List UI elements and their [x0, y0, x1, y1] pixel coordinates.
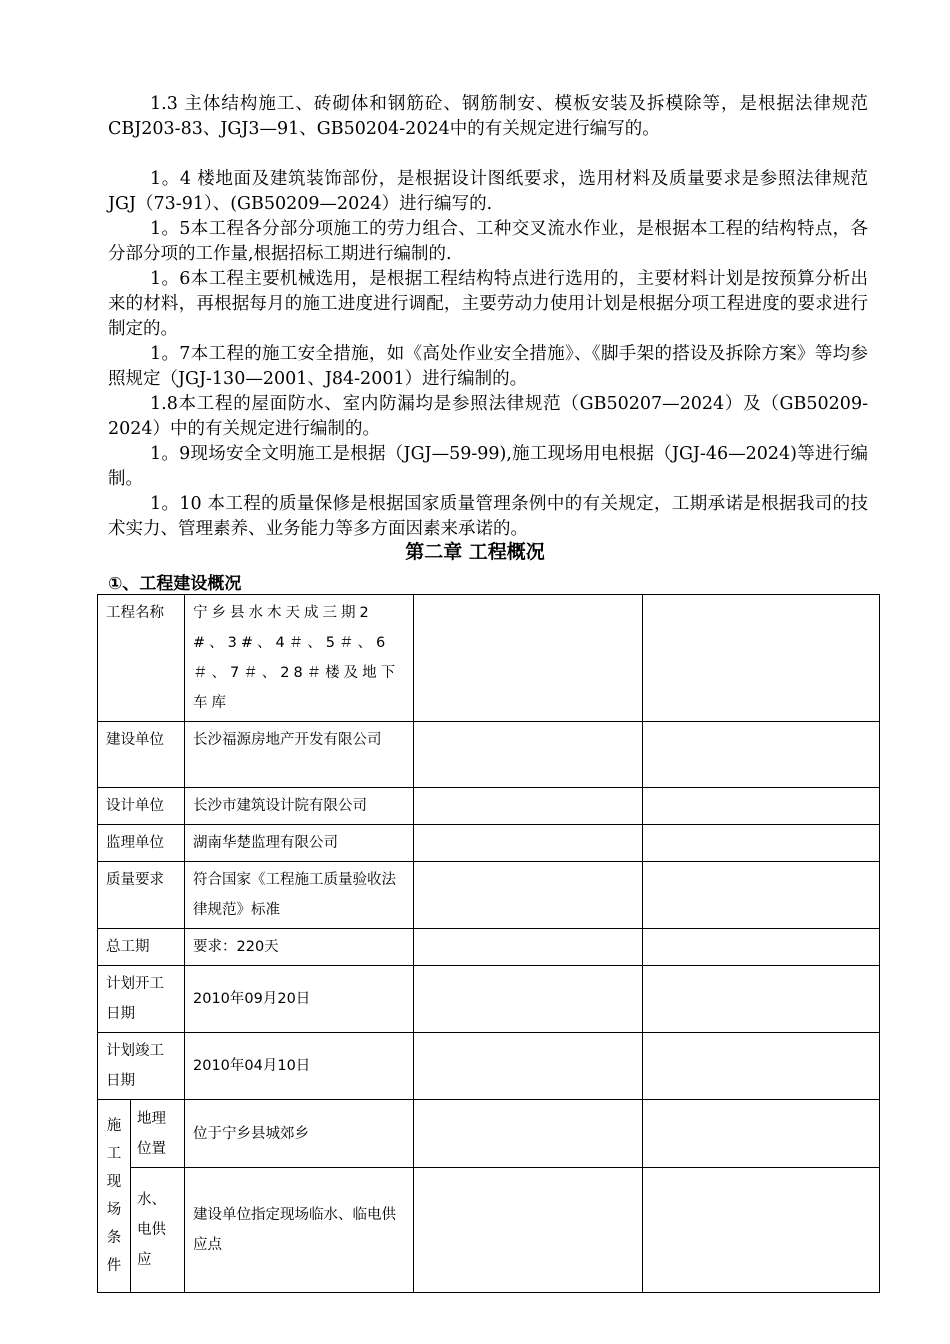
- empty-cell: [643, 722, 880, 788]
- row-value: 长沙福源房地产开发有限公司: [185, 722, 414, 788]
- table-row: [98, 1033, 880, 1100]
- empty-cell: [643, 788, 880, 825]
- empty-cell: [414, 595, 643, 722]
- row-label: 监理单位: [98, 825, 185, 862]
- table-row: [98, 862, 880, 929]
- row-label: 工程名称: [98, 595, 185, 722]
- section-title: ①、工程建设概况: [108, 574, 242, 594]
- table-row: [98, 1168, 880, 1293]
- empty-cell: [414, 825, 643, 862]
- paragraph-1-8: 1.8本工程的屋面防水、室内防漏均是参照法律规范（GB50207—2024）及（GB50209-2024）中的有关规定进行编制的。: [108, 394, 868, 439]
- row-value: 2010年04月10日: [185, 1033, 414, 1100]
- project-info-table: [97, 594, 880, 1293]
- paragraph-1-5: 1。5本工程各分部分项施工的劳力组合、工种交叉流水作业，是根据本工程的结构特点，各分部分项的工作量,根据招标工期进行编制的.: [108, 219, 868, 264]
- table-row: [98, 722, 880, 788]
- empty-cell: [643, 966, 880, 1033]
- row-label: 计划开工日期: [98, 966, 185, 1033]
- paragraph-1-7: 1。7本工程的施工安全措施，如《高处作业安全措施》、《脚手架的搭设及拆除方案》等均参照规定（JGJ-130—2001、J84-2001）进行编制的。: [108, 344, 868, 389]
- empty-cell: [643, 1100, 880, 1168]
- paragraph-1-3: 1.3 主体结构施工、砖砌体和钢筋砼、钢筋制安、模板安装及拆模除等，是根据法律规范CBJ203-83、JGJ3—91、GB50204-2024中的有关规定进行编写的。: [108, 94, 868, 139]
- empty-cell: [643, 595, 880, 722]
- paragraph-1-9: 1。9现场安全文明施工是根据（JGJ—59-99),施工现场用电根据（JGJ-46—2024)等进行编制。: [108, 444, 868, 489]
- paragraph-1-6: 1。6本工程主要机械选用，是根据工程结构特点进行选用的，主要材料计划是按预算分析出来的材料，再根据每月的施工进度进行调配，主要劳动力使用计划是根据分项工程进度的要求进行制定的。: [108, 269, 868, 339]
- row-label: 地理位置: [131, 1100, 185, 1168]
- paragraph-1-4: 1。4 楼地面及建筑装饰部份，是根据设计图纸要求，选用材料及质量要求是参照法律规范JGJ（73-91）、(GB50209—2024）进行编写的.: [108, 169, 868, 214]
- empty-cell: [643, 929, 880, 966]
- empty-cell: [414, 966, 643, 1033]
- empty-cell: [414, 722, 643, 788]
- empty-cell: [643, 862, 880, 929]
- row-value: 符合国家《工程施工质量验收法律规范》标准: [185, 862, 414, 929]
- row-label: 总工期: [98, 929, 185, 966]
- row-label: 质量要求: [98, 862, 185, 929]
- empty-cell: [414, 788, 643, 825]
- row-value: 长沙市建筑设计院有限公司: [185, 788, 414, 825]
- row-label: 水、电供应: [131, 1168, 185, 1293]
- row-label: 建设单位: [98, 722, 185, 788]
- empty-cell: [414, 929, 643, 966]
- table-row: [98, 1100, 880, 1168]
- row-value: 宁乡县水木天成三期2#、3#、4＃、5＃、6＃、7＃、28＃楼及地下车库: [185, 595, 414, 722]
- chapter-title: 第二章 工程概况: [405, 541, 545, 563]
- site-conditions-label: 施工现场条件: [98, 1100, 131, 1293]
- row-value: 位于宁乡县城郊乡: [185, 1100, 414, 1168]
- row-label: 设计单位: [98, 788, 185, 825]
- empty-cell: [643, 825, 880, 862]
- table-row: [98, 929, 880, 966]
- empty-cell: [414, 1100, 643, 1168]
- row-value: 2010年09月20日: [185, 966, 414, 1033]
- row-value: 要求：220天: [185, 929, 414, 966]
- row-value: 湖南华楚监理有限公司: [185, 825, 414, 862]
- table-row: [98, 595, 880, 722]
- empty-cell: [414, 1033, 643, 1100]
- empty-cell: [643, 1168, 880, 1293]
- row-value: 建设单位指定现场临水、临电供应点: [185, 1168, 414, 1293]
- table-row: [98, 966, 880, 1033]
- paragraph-1-10: 1。10 本工程的质量保修是根据国家质量管理条例中的有关规定，工期承诺是根据我司的技术实力、管理素养、业务能力等多方面因素来承诺的。: [108, 494, 868, 539]
- empty-cell: [414, 862, 643, 929]
- empty-cell: [414, 1168, 643, 1293]
- empty-cell: [643, 1033, 880, 1100]
- table-row: [98, 788, 880, 825]
- row-label: 计划竣工日期: [98, 1033, 185, 1100]
- table-row: [98, 825, 880, 862]
